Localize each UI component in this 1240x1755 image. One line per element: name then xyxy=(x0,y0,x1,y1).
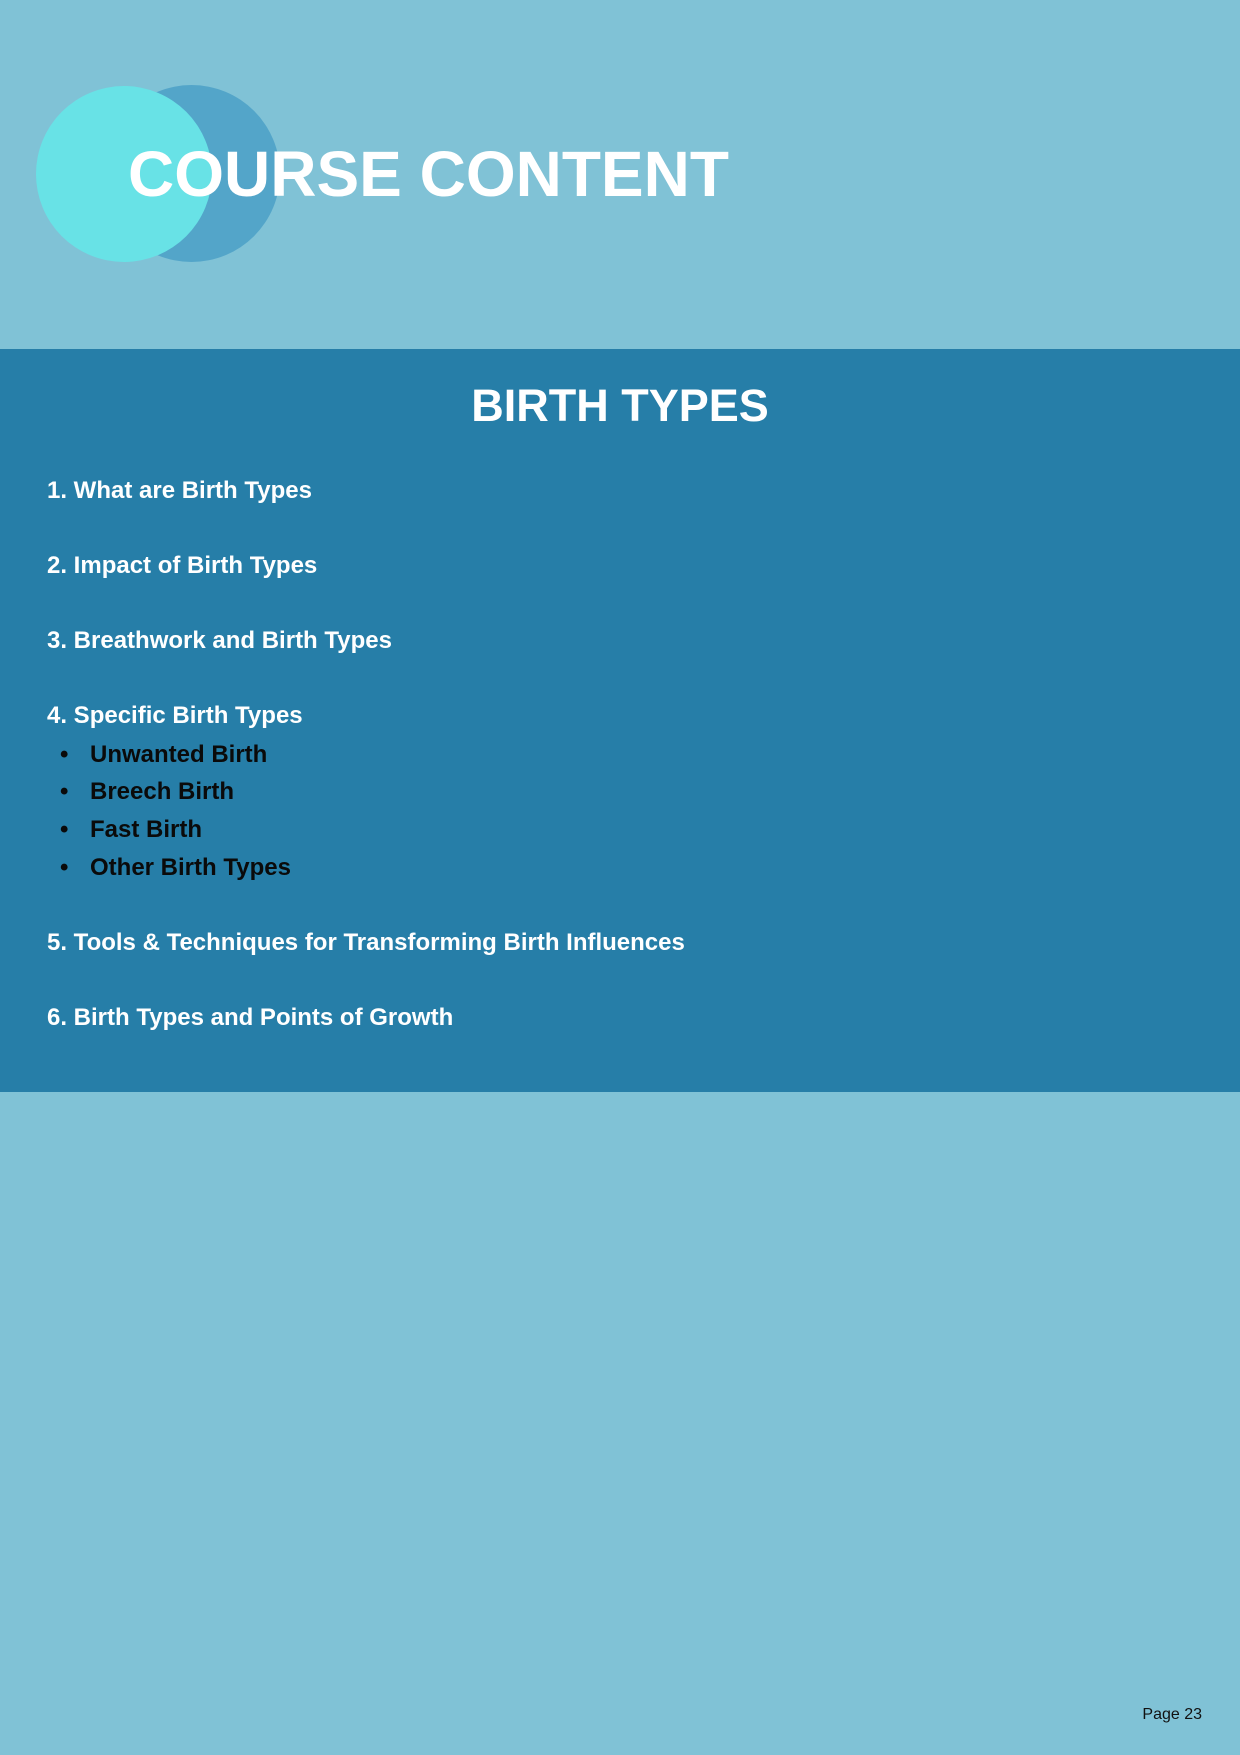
sub-list-item-label: Unwanted Birth xyxy=(90,741,268,768)
list-item: 4. Specific Birth Types xyxy=(47,702,303,729)
bullet-icon: • xyxy=(60,741,69,768)
list-item: 1. What are Birth Types xyxy=(47,477,312,504)
page-number: Page 23 xyxy=(1142,1706,1202,1723)
list-item: 3. Breathwork and Birth Types xyxy=(47,627,392,654)
sub-list-item xyxy=(60,740,267,770)
list-item: 2. Impact of Birth Types xyxy=(47,552,318,579)
section-title: BIRTH TYPES xyxy=(471,380,769,431)
list-item: 6. Birth Types and Points of Growth xyxy=(47,1004,454,1031)
bullet-icon: • xyxy=(60,816,69,843)
sub-list-item-label: Fast Birth xyxy=(90,816,203,843)
list-item: 5. Tools & Techniques for Transforming Birth Influences xyxy=(47,929,685,956)
sub-list-item-label: Breech Birth xyxy=(90,778,235,805)
sub-list-item-label: Other Birth Types xyxy=(90,854,291,881)
sub-list-item xyxy=(60,815,202,845)
page-title: COURSE CONTENT xyxy=(128,138,729,210)
sub-list-item xyxy=(60,853,291,883)
bullet-icon: • xyxy=(60,854,69,881)
sub-list-item xyxy=(60,777,234,807)
bullet-icon: • xyxy=(60,778,69,805)
header xyxy=(0,0,1240,349)
